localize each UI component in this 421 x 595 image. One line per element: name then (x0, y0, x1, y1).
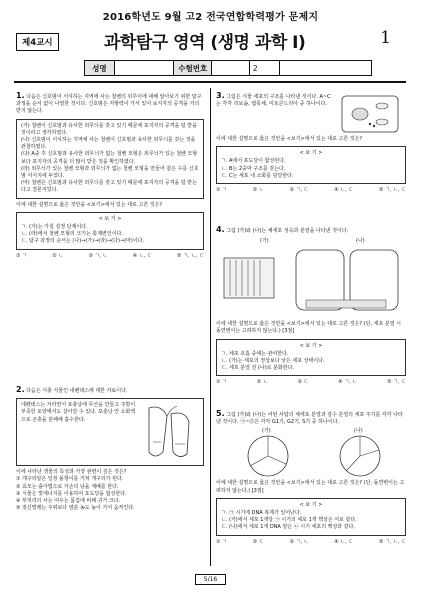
question-2-prompt: 이에 나타난 생물의 특성과 가장 관련이 깊은 것은? (16, 469, 127, 476)
name-label: 성명 (85, 61, 115, 75)
question-1-choices (16, 253, 204, 260)
procedure-item: (다) A중 후 신호범과 유사한 외무늬가 없는 철벤 모형은 외무늬가 있는 철벤 모형보다 포지자의 공격을 더 많이 받은 것을 확인하였다. (21, 151, 198, 165)
bogi-title: < 보 기 > (98, 215, 122, 222)
choice-5[interactable]: ⑤ ㄱ, ㄴ, ㄷ (379, 538, 406, 545)
question-2 (16, 386, 204, 512)
question-1-number: 1. (16, 91, 25, 100)
question-3-prompt: 이에 대한 설명으로 옳은 것만을 <보기>에서 있는 대로 고른 것은? (216, 136, 363, 142)
bogi-item: ㄱ. 세포 호흡 중에는 관여한다. (221, 350, 289, 357)
figure-label-a: (가) (262, 428, 271, 435)
bogi-item: ㄷ. 세포 분열 전 (나)로 분화한다. (221, 365, 294, 372)
question-3 (216, 92, 406, 194)
footer-page-indicator (0, 574, 421, 585)
header-divider (14, 81, 406, 83)
option-3[interactable]: ③ 식물은 빛에너지를 이용하여 포도당을 합성한다. (16, 490, 127, 497)
question-2-stem: 다음은 식충 식물인 네펜데스에 대한 자료이다. (26, 388, 128, 394)
bogi-item: ㄴ. (가)에서 세포 1개당 ㉠ 시기의 세포 1개 핵상은 서로 같다. (221, 517, 357, 524)
figure-label-b: (나) (356, 238, 365, 245)
bogi-item: ㄴ. (라)에서 철벤 모형의 크기는 통제변인이다. (21, 231, 123, 238)
choice-3[interactable]: ③ ㄷ (297, 379, 309, 386)
procedure-item: (나) 신호범이 서식하는 지역에 사는 철벤이 신호범과 유사한 외무늬를 갖는 것을 관찰하였다. (21, 137, 196, 151)
question-4-stem: 그림 (가)와 (나)는 체세포 성숙과 분열을 나타낸 것이다. (226, 228, 349, 234)
question-3-bogi-box (216, 146, 406, 184)
option-1[interactable]: ① 개구리알은 일정 올챙이를 거쳐 개구리가 된다. (16, 476, 124, 483)
question-5-number: 5. (216, 409, 225, 418)
choice-5[interactable]: ⑤ ㄱ, ㄷ (387, 379, 406, 386)
page-number: 1 (380, 28, 391, 48)
choice-4[interactable]: ④ ㄴ, ㄷ (334, 538, 354, 545)
bogi-item: ㄷ. C는 세포 내 소화를 담당한다. (221, 172, 294, 179)
choice-4[interactable]: ④ ㄴ, ㄷ (132, 252, 152, 259)
question-2-passage: 네펜데스는 자라면서 포충낭에 무산을 만들고 주방이 부족한 토양에서도 살아갈 수 있다. 포충낭 안 소화액으로 곤충을 분해해 흡수한다. (21, 402, 136, 423)
subject-title: 과학탐구 영역 (생명 과학 Ⅰ) (104, 33, 306, 53)
choice-2[interactable]: ② ㄷ (252, 538, 264, 545)
plant-cell-diagram (338, 92, 402, 136)
choice-2[interactable]: ② ㄴ (252, 187, 264, 194)
bogi-item: ㄴ. B는 2중막 구조를 갖는다. (221, 165, 286, 172)
option-4[interactable]: ④ 부처리의 사는 여우는 몸집에 비해 귀가 크다. (16, 498, 121, 505)
nepenthes-pitcher-illustration (141, 402, 199, 462)
option-5[interactable]: ⑤ 짚신벌레는 주위보다 염분 농도 높이 가서 움직인다. (16, 505, 135, 512)
option-2[interactable]: ② 효모는 출아법으로 자손의 남을 재배를 한다. (16, 483, 119, 490)
question-1-stem: 다음은 신호범이 서식하는 지역에 사는 철벤의 뒤무이에 대해 알아보기 위한 탐구 과정을 순서 없이 나열한 것이다. 신호범은 저항력이 가서 있어 보지자의 공격을 거의 받지 않는다. (16, 94, 202, 115)
question-4-number: 4. (216, 225, 225, 234)
choice-3[interactable]: ③ ㄱ, ㄴ (289, 538, 309, 545)
bogi-item: ㄱ. (가)는 가설 설정 단계이다. (21, 224, 88, 231)
choice-2[interactable]: ② ㄴ (256, 379, 268, 386)
choice-3[interactable]: ③ ㄱ, ㄴ (88, 252, 108, 259)
question-1 (16, 92, 204, 260)
bogi-item: ㄷ. 탐구 과정의 순서는 (나)→(가)→(라)→(다)→(마)이다. (21, 238, 145, 245)
choice-1[interactable]: ① ㄱ (16, 252, 27, 259)
question-5-stem: 그림 (가)와 (나)는 어떤 사람의 체세포 분열과 감수 분열의 세포 주기를 각각 나타낸 것이다. ㉠~㉣은 각각 G1기, G2기, S기 중 하나이다. (216, 412, 403, 426)
choice-5[interactable]: ⑤ ㄱ, ㄴ, ㄷ (379, 187, 406, 194)
name-field[interactable] (115, 61, 175, 75)
choice-1[interactable]: ① ㄱ (216, 379, 227, 386)
question-1-prompt: 이에 대한 설명으로 옳은 것만을 <보기>에서 있는 대로 고른 것은? (16, 201, 163, 208)
choice-3[interactable]: ③ ㄱ, ㄷ (289, 187, 309, 194)
question-3-number: 3. (216, 91, 225, 100)
figure-label-a: (가) (260, 238, 269, 245)
choice-2[interactable]: ② ㄴ (52, 252, 64, 259)
question-5 (216, 410, 406, 546)
column-divider (210, 88, 211, 566)
question-2-number: 2. (16, 385, 25, 394)
question-4-bogi-box (216, 339, 406, 377)
exam-number-field-a[interactable] (212, 61, 250, 75)
bogi-title: < 보 기 > (299, 150, 323, 157)
question-5-prompt: 이에 대한 설명으로 옳은 것만을 <보기>에서 있는 대로 고른 것은? (단, 돌연변이는 고려하지 않는다.) [3점] (216, 480, 405, 494)
choice-4[interactable]: ④ ㄱ, ㄴ (338, 379, 358, 386)
question-5-bogi-box (216, 498, 406, 536)
bogi-title: < 보 기 > (299, 342, 323, 349)
procedure-item: (가) 철벤이 신호범과 유사한 외무늬를 갖고 있기 때문에 포지자의 공격을 덜 받을 것이라고 생각하였다. (21, 122, 197, 136)
figure-label-b: (나) (354, 428, 363, 435)
session-badge: 제4교시 (16, 33, 59, 51)
choice-1[interactable]: ① ㄱ (216, 187, 227, 194)
exam-header-title: 2016학년도 9월 고2 전국연합학력평가 문제지 (102, 12, 319, 23)
question-4-figure (216, 238, 406, 318)
bogi-item: ㄷ. (나)에서 세포 1개 DNA 양은 ㉡ 시기 세포의 핵상과 같다. (221, 524, 355, 531)
exam-number-label: 수험번호 (174, 61, 212, 75)
bogi-item: ㄴ. (가)는 세포의 정상보다 낮은 세포 상태이다. (221, 358, 325, 365)
question-1-procedure-box (16, 119, 204, 199)
student-info-row (84, 60, 372, 76)
choice-4[interactable]: ④ ㄴ, ㄷ (334, 187, 354, 194)
question-3-stem: 그림은 식물 세포의 구조를 나타낸 것이다. A~C는 각각 리보솜, 엽록체, 미토콘드리아 중 하나이다. (216, 94, 331, 108)
bogi-title: < 보 기 > (299, 501, 323, 508)
question-4-prompt: 이에 대한 설명으로 옳은 것만을 <보기>에서 있는 대로 고른 것은? (단, 세포 분열 시 돌연변이는 고려하지 않는다.) [3점] (216, 321, 401, 335)
cell-cycle-diagrams (216, 434, 406, 478)
question-2-passage-box (16, 398, 204, 466)
question-4 (216, 226, 406, 387)
cell-structure-diagram (216, 246, 406, 316)
exam-number-field-b[interactable] (280, 61, 371, 75)
question-1-bogi-box (16, 212, 204, 250)
question-5-figure (216, 428, 406, 478)
question-5-choices (216, 539, 406, 546)
procedure-item: (마) 철벤은 신호범과 유사한 외무늬를 갖고 있기 때문에 포지자의 공격을 덜 받는다고 결론지었다. (21, 180, 197, 194)
bogi-item: ㄱ. A에서 포도당이 합성된다. (221, 158, 286, 165)
choice-5[interactable]: ⑤ ㄱ, ㄴ, ㄷ (177, 252, 204, 259)
procedure-item: (라) 외무늬가 있는 철벤 모형과 외무늬가 없는 철벤 모형을 만들어 같은 수를 신호범 서식지에 두었다. (21, 165, 199, 180)
page-indicator: 5/16 (195, 574, 226, 585)
question-4-choices (216, 379, 406, 386)
grade-value: 2 (250, 61, 280, 75)
choice-1[interactable]: ① ㄱ (216, 538, 227, 545)
bogi-item: ㄱ. ㉠ 시기에 DNA 복제가 일어난다. (221, 510, 302, 517)
question-3-choices (216, 187, 406, 194)
